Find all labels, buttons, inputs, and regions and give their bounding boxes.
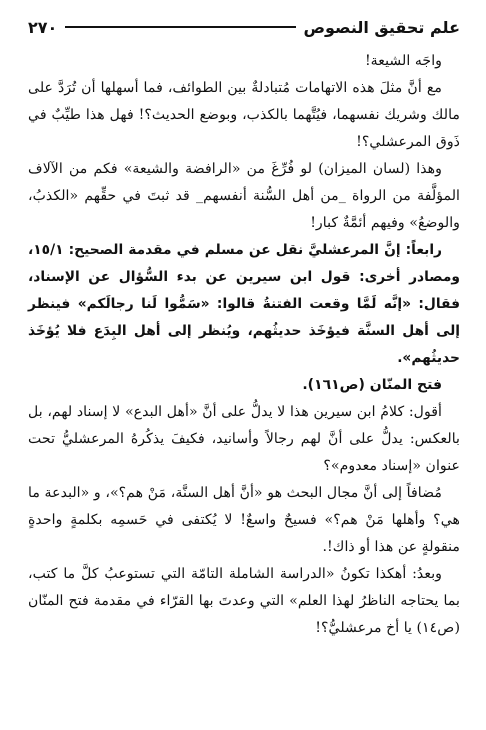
paragraph: وبعدُ: أهكذا تكونُ «الدراسة الشاملة التامّة التي تستوعبُ كلَّ ما كتب، بما يحتاجه الناظرُ لهذا العلم» التي وعدتَ بها القرّاء في مقدمة فتح المنّان (ص١٤) يا أخ مرعشليُّ؟!	[28, 566, 460, 636]
paragraph-quote-bold: رابعاً: إنَّ المرعشليَّ نقل عن مسلم في مقدمة الصحيح: ١٥/١، ومصادر أخرى: قول ابن سيرين عن بدء السُّؤال عن الإسناد، فقال: «إنَّه لَمَّا وقعت الفتنةُ قالوا: «سَمُّوا لَنا رجالَكم» فينظر إلى أهل السنَّة فيؤخَذ حديثُهم، ويُنظر إلى أهل البِدَع فلا يُؤخَذ حديثُهم».	[28, 242, 460, 366]
page-number: ٢٧٠	[28, 17, 58, 37]
paragraph: أقول: كلامُ ابن سيرين هذا لا يدلُّ على أنَّ «أهل البدع» لا إسناد لهم، بل بالعكس: يدلُّ على أنَّ لهم رجالاً وأسانيد، فكيفَ يذكُرهُ المرعشليُّ تحت عنوان «إسناد معدوم»؟	[28, 404, 460, 474]
paragraph: واجَه الشيعة!	[364, 53, 442, 69]
paragraph: مع أنَّ مثلَ هذه الاتهامات مُتبادلةٌ بين الطوائف، فما أسهلها أن تُرَدَّ على مالك وشريك نفسهما، فيُتَّهما بالكذب، وبوضع الحديث؟! فهل هذا طيِّبٌ في ذَوق المرعشلي؟!	[28, 80, 460, 150]
header-rule	[65, 26, 295, 28]
citation-heading: فتح المنّان (ص١٦١).	[302, 377, 442, 393]
page-header	[28, 14, 460, 40]
paragraph: وهذا (لسان الميزان) لو فُرِّغَ من «الرافضة والشيعة» فكم من الآلاف المؤلَّفة من الرواة _من أهل السُّنة أنفسهم_ قد ثبتَ في حقِّهم «الكذبُ، والوضعُ» وفيهم أئمَّةٌ كبار!	[28, 161, 460, 231]
page-body	[28, 48, 460, 642]
running-title: علم تحقيق النصوص	[303, 17, 460, 37]
paragraph: مُضافاً إلى أنَّ مجال البحث هو «أنَّ أهل السنَّة، مَنْ هم؟»، و «البدعة ما هي؟ وأهلها مَنْ هم؟» فسيحٌ واسعٌ! لا يُكتفى في حَسمِه بكلمةٍ واحدةٍ منقولةٍ عن هذا أو ذاك!.	[28, 485, 460, 555]
